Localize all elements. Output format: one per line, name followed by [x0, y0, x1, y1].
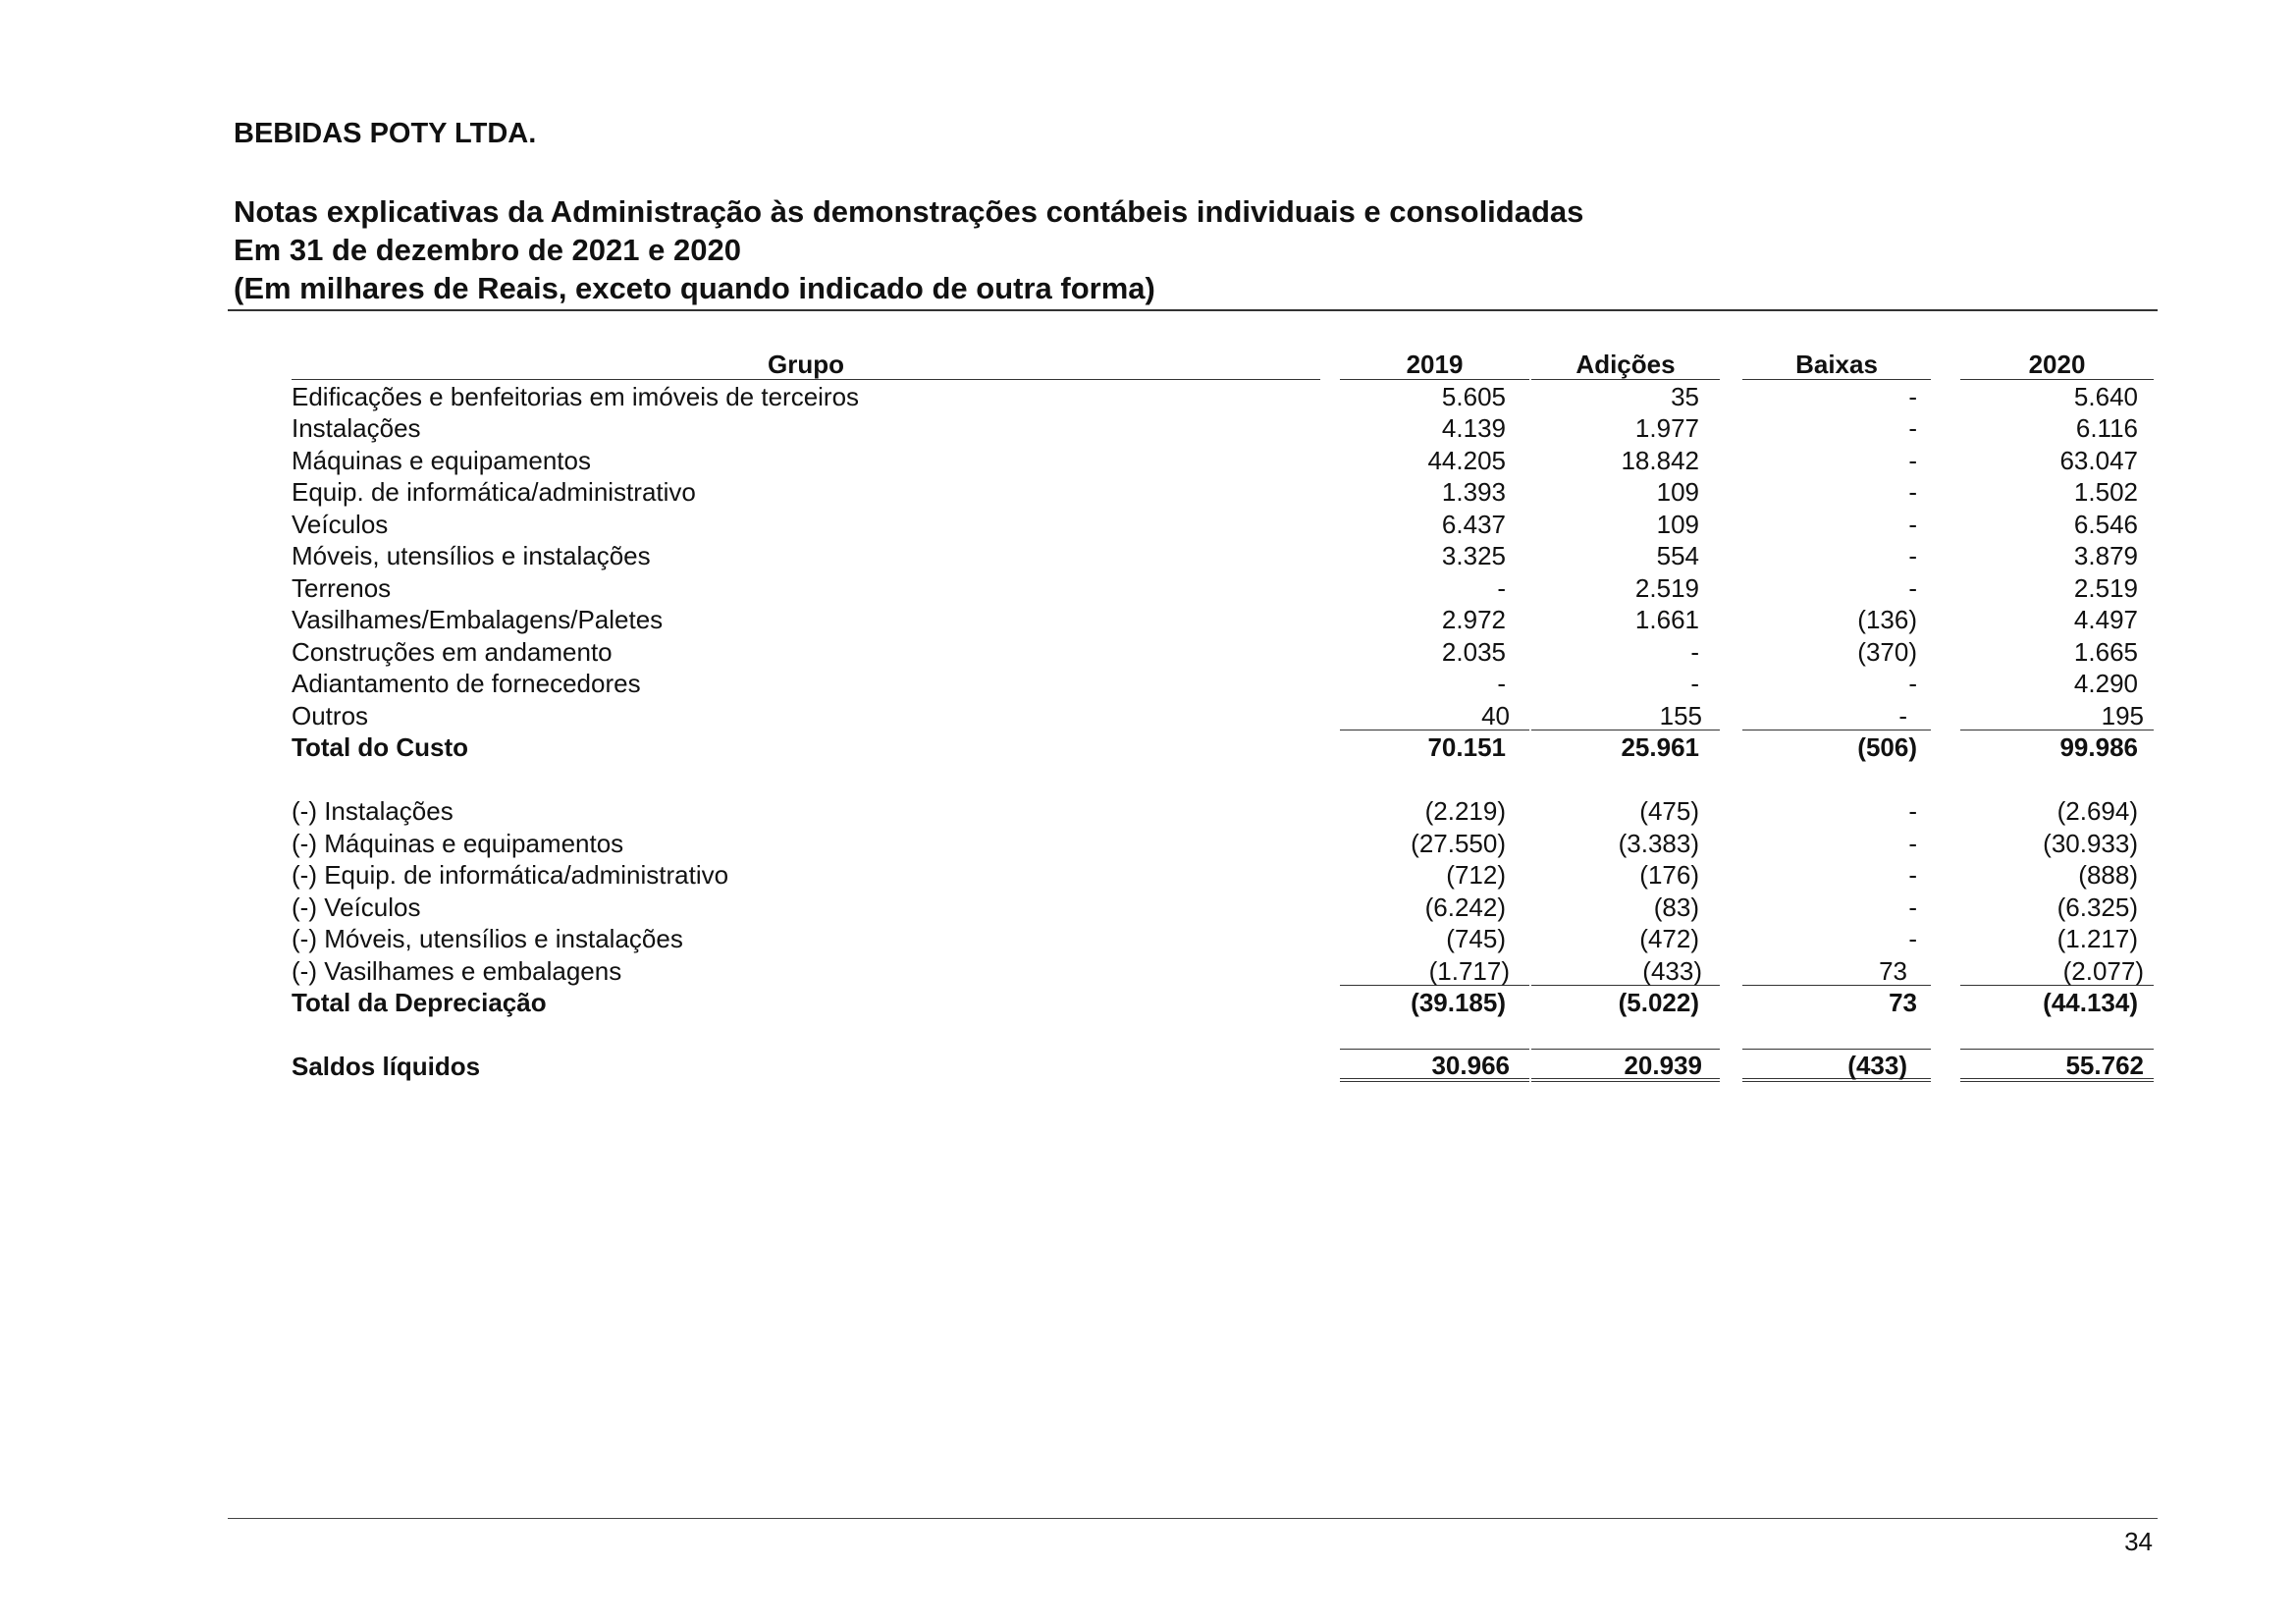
value-baixas: (506) [1857, 732, 1917, 762]
value-adicoes: (3.383) [1618, 828, 1699, 858]
value-adicoes: 109 [1656, 477, 1699, 507]
page-number: 34 [2124, 1527, 2153, 1556]
value-adicoes: 1.977 [1634, 413, 1699, 443]
header-2019: 2019 [1340, 349, 1529, 380]
value-baixas: - [1908, 828, 1917, 858]
value-2020: (888) [2078, 860, 2138, 890]
value-2019: 44.205 [1427, 445, 1506, 475]
value-adicoes: (83) [1653, 892, 1699, 922]
value-baixas: - [1908, 924, 1917, 953]
heading-units: (Em milhares de Reais, exceto quando indicado de outra forma) [234, 271, 1155, 305]
value-2019: (39.185) [1411, 988, 1506, 1017]
value-baixas: - [1908, 541, 1917, 570]
value-baixas: - [1908, 509, 1917, 539]
row-label: (-) Instalações [292, 796, 454, 826]
row-label: Vasilhames/Embalagens/Paletes [292, 605, 664, 634]
value-baixas: - [1908, 860, 1917, 890]
value-2020: 6.116 [2075, 413, 2138, 443]
value-2020: (44.134) [2043, 988, 2138, 1017]
value-2020: 6.546 [2073, 509, 2138, 539]
row-label: Total da Depreciação [292, 988, 547, 1017]
row-label: Outros [292, 700, 369, 730]
row-label: Total do Custo [292, 732, 469, 762]
value-baixas: - [1908, 669, 1917, 698]
row-label: (-) Máquinas e equipamentos [292, 828, 624, 858]
value-adicoes: - [1690, 669, 1699, 698]
value-2020: (30.933) [2043, 828, 2138, 858]
row-label: (-) Móveis, utensílios e instalações [292, 924, 683, 953]
row-label: Saldos líquidos [292, 1052, 481, 1081]
row-label: Móveis, utensílios e instalações [292, 541, 651, 570]
value-baixas: - [1908, 445, 1917, 475]
row-label: Equip. de informática/administrativo [292, 477, 696, 507]
header-adicoes: Adições [1531, 349, 1720, 380]
value-2020: (2.077) [1960, 955, 2154, 986]
value-2019: - [1497, 572, 1506, 603]
value-2019: - [1497, 669, 1506, 698]
company-name: BEBIDAS POTY LTDA. [234, 118, 537, 149]
value-baixas: (370) [1857, 636, 1917, 667]
value-2020: 2.519 [2073, 572, 2138, 603]
value-2019: 40 [1340, 700, 1529, 730]
value-2020: 4.290 [2073, 669, 2138, 698]
value-2019: 3.325 [1441, 541, 1506, 570]
value-2019: 1.393 [1441, 477, 1506, 507]
value-2019: 30.966 [1340, 1049, 1529, 1082]
value-baixas: - [1908, 572, 1917, 603]
row-label: (-) Veículos [292, 892, 421, 922]
row-label: Máquinas e equipamentos [292, 445, 591, 475]
value-adicoes: (475) [1639, 796, 1699, 826]
value-baixas: - [1908, 796, 1917, 826]
value-adicoes: (472) [1639, 924, 1699, 953]
value-2020: 63.047 [2059, 445, 2138, 475]
row-label: (-) Vasilhames e embalagens [292, 955, 622, 986]
header-divider [228, 309, 2158, 311]
value-2019: 4.139 [1441, 413, 1506, 443]
header-2020: 2020 [1960, 349, 2154, 380]
value-baixas: - [1908, 477, 1917, 507]
value-baixas: (433) [1742, 1049, 1931, 1082]
value-2020: 5.640 [2073, 381, 2138, 411]
value-adicoes: 2.519 [1634, 572, 1699, 603]
value-2020: 4.497 [2073, 605, 2138, 634]
value-2019: (2.219) [1424, 796, 1506, 826]
row-label: Construções em andamento [292, 636, 613, 667]
value-2020: (1.217) [2056, 924, 2138, 953]
row-label: Veículos [292, 509, 389, 539]
value-adicoes: 109 [1656, 509, 1699, 539]
document-headings [234, 192, 1583, 307]
value-2020: 55.762 [1960, 1049, 2154, 1082]
value-2020: 195 [1960, 700, 2154, 730]
value-adicoes: 25.961 [1621, 732, 1699, 762]
value-baixas: - [1908, 413, 1917, 443]
row-label: Terrenos [292, 572, 392, 603]
row-label: (-) Equip. de informática/administrativo [292, 860, 729, 890]
value-baixas: 73 [1889, 988, 1917, 1017]
value-2020: 3.879 [2073, 541, 2138, 570]
value-2019: (1.717) [1340, 955, 1529, 986]
value-2019: 6.437 [1441, 509, 1506, 539]
value-adicoes: 18.842 [1621, 445, 1699, 475]
value-2019: 2.035 [1441, 636, 1506, 667]
value-2019: 2.972 [1441, 605, 1506, 634]
value-adicoes: (433) [1531, 955, 1720, 986]
value-adicoes: - [1690, 636, 1699, 667]
value-2020: 1.665 [2073, 636, 2138, 667]
heading-date: Em 31 de dezembro de 2021 e 2020 [234, 233, 741, 267]
row-label: Edificações e benfeitorias em imóveis de terceiros [292, 381, 860, 411]
value-2019: (745) [1446, 924, 1506, 953]
header-baixas: Baixas [1742, 349, 1931, 380]
value-2020: (2.694) [2056, 796, 2138, 826]
value-baixas: 73 [1742, 955, 1931, 986]
value-2020: 1.502 [2073, 477, 2138, 507]
row-label: Instalações [292, 413, 421, 443]
value-baixas: - [1742, 700, 1931, 730]
value-2019: (712) [1446, 860, 1506, 890]
header-grupo: Grupo [292, 349, 1320, 380]
value-adicoes: 554 [1656, 541, 1699, 570]
value-2020: (6.325) [2056, 892, 2138, 922]
value-2019: 70.151 [1427, 732, 1506, 762]
value-adicoes: (176) [1639, 860, 1699, 890]
value-adicoes: 35 [1671, 381, 1699, 411]
footer-divider [228, 1518, 2158, 1519]
value-adicoes: 155 [1531, 700, 1720, 730]
value-adicoes: (5.022) [1618, 988, 1699, 1017]
value-2020: 99.986 [2059, 732, 2138, 762]
value-adicoes: 20.939 [1531, 1049, 1720, 1082]
value-baixas: (136) [1857, 605, 1917, 634]
row-label: Adiantamento de fornecedores [292, 669, 641, 698]
value-adicoes: 1.661 [1634, 605, 1699, 634]
value-2019: (27.550) [1411, 828, 1506, 858]
value-2019: 5.605 [1441, 381, 1506, 411]
value-baixas: - [1908, 381, 1917, 411]
heading-notes: Notas explicativas da Administração às demonstrações contábeis individuais e consolidadas [234, 194, 1584, 229]
value-baixas: - [1908, 892, 1917, 922]
value-2019: (6.242) [1424, 892, 1506, 922]
